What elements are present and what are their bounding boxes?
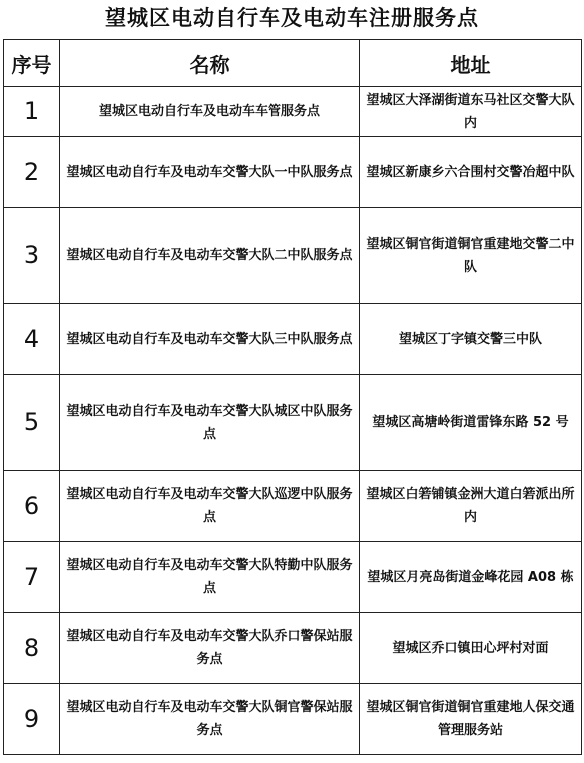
- row-name: 望城区电动自行车及电动车交警大队特勤中队服务点: [60, 542, 360, 613]
- header-name: 名称: [60, 40, 360, 87]
- row-address: 望城区新康乡六合围村交警冶超中队: [360, 137, 582, 208]
- row-number: 9: [4, 684, 60, 755]
- row-address: 望城区高塘岭街道雷锋东路 52 号: [360, 375, 582, 471]
- row-address: 望城区丁字镇交警三中队: [360, 304, 582, 375]
- table-row: [4, 87, 582, 137]
- row-name: 望城区电动自行车及电动车交警大队乔口警保站服务点: [60, 613, 360, 684]
- row-number: 7: [4, 542, 60, 613]
- row-number: 1: [4, 87, 60, 137]
- header-number: 序号: [4, 40, 60, 87]
- row-number: 6: [4, 471, 60, 542]
- table-row: [4, 542, 582, 613]
- row-name: 望城区电动自行车及电动车车管服务点: [60, 87, 360, 137]
- row-name: 望城区电动自行车及电动车交警大队三中队服务点: [60, 304, 360, 375]
- row-address: 望城区月亮岛街道金峰花园 A08 栋: [360, 542, 582, 613]
- row-number: 2: [4, 137, 60, 208]
- table-row: [4, 137, 582, 208]
- table-header: [4, 40, 582, 87]
- table-row: [4, 684, 582, 755]
- row-name: 望城区电动自行车及电动车交警大队铜官警保站服务点: [60, 684, 360, 755]
- row-address: 望城区铜官街道铜官重建地人保交通管理服务站: [360, 684, 582, 755]
- service-points-table: [3, 39, 582, 755]
- row-number: 5: [4, 375, 60, 471]
- row-number: 3: [4, 208, 60, 304]
- table-row: [4, 471, 582, 542]
- row-number: 4: [4, 304, 60, 375]
- row-address: 望城区大泽湖街道东马社区交警大队内: [360, 87, 582, 137]
- row-name: 望城区电动自行车及电动车交警大队巡逻中队服务点: [60, 471, 360, 542]
- row-address: 望城区白箬铺镇金洲大道白箬派出所内: [360, 471, 582, 542]
- row-address: 望城区乔口镇田心坪村对面: [360, 613, 582, 684]
- row-number: 8: [4, 613, 60, 684]
- document-title: 望城区电动自行车及电动车注册服务点: [105, 6, 479, 30]
- row-name: 望城区电动自行车及电动车交警大队一中队服务点: [60, 137, 360, 208]
- header-row: [4, 40, 582, 87]
- row-name: 望城区电动自行车及电动车交警大队城区中队服务点: [60, 375, 360, 471]
- row-address: 望城区铜官街道铜官重建地交警二中队: [360, 208, 582, 304]
- table-row: [4, 375, 582, 471]
- table-body: [4, 87, 582, 755]
- table-row: [4, 208, 582, 304]
- table-row: [4, 613, 582, 684]
- row-name: 望城区电动自行车及电动车交警大队二中队服务点: [60, 208, 360, 304]
- header-address: 地址: [360, 40, 582, 87]
- table-row: [4, 304, 582, 375]
